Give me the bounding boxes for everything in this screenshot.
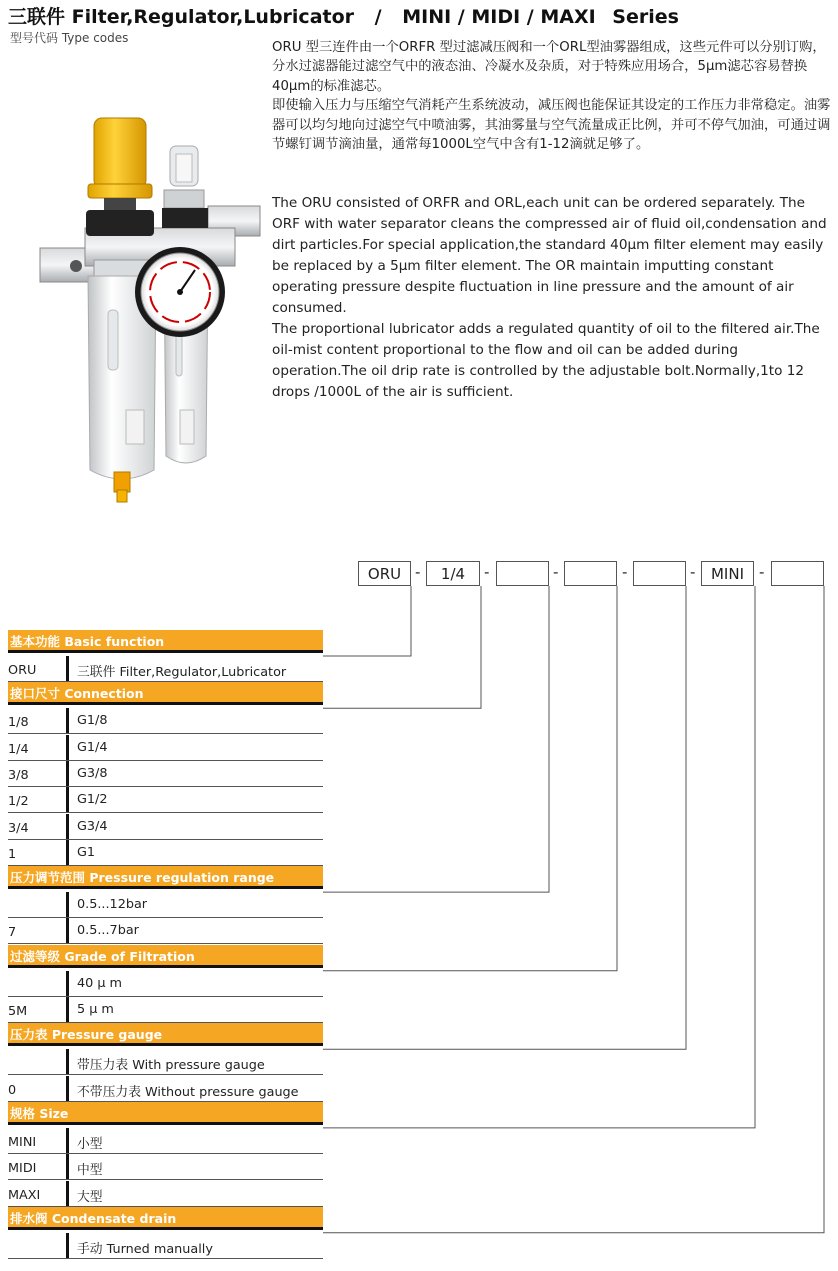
page-subtitle: 型号代码 Type codes <box>10 31 129 45</box>
option-description: G1 <box>77 844 96 860</box>
description-cn-paragraph: 即使输入压力与压缩空气消耗产生系统波动，减压阀也能保证其设定的工作压力非常稳定。油雾器可以均匀地向过滤空气中喷油雾，其油雾量与空气流量成正比例，并可不停气加油，可通过调节螺钉调节滴油量，通常每1000L空气中含有1-12滴就足够了。 <box>272 98 831 153</box>
option-description: 5 μ m <box>77 1002 114 1017</box>
option-row <box>8 656 323 682</box>
row-divider <box>66 1154 69 1180</box>
option-row <box>8 735 323 761</box>
option-description: G1/8 <box>77 713 108 729</box>
section-header: 基本功能 Basic function <box>8 630 323 653</box>
option-description: 手动 Turned manually <box>77 1241 213 1257</box>
page-title <box>8 2 679 29</box>
section-header: 压力表 Pressure gauge <box>8 1023 323 1046</box>
option-description: 0.5...12bar <box>77 897 148 913</box>
option-description: G3/8 <box>77 765 108 781</box>
row-divider <box>66 761 69 787</box>
row-divider <box>66 1181 69 1207</box>
option-description: 不带压力表 Without pressure gauge <box>77 1084 299 1100</box>
connector-line <box>323 586 411 656</box>
option-row <box>8 1128 323 1154</box>
option-row <box>8 918 323 944</box>
option-row <box>8 971 323 997</box>
row-divider <box>66 997 69 1023</box>
row-divider <box>66 814 69 840</box>
option-code: 3/4 <box>8 820 29 836</box>
option-code: 3/8 <box>8 767 29 783</box>
option-code: 5M <box>8 1004 28 1019</box>
option-code: 1/8 <box>8 715 29 731</box>
description-en-paragraph: The proportional lubricator adds a regulated quantity of oil to the filtered air.The oil-mist content proportional to the flow and oil can be added during operation.The oil drip rate is controlled by the adjustable bolt.Normally,1to 12 drops /1000L of the air is sufficient. <box>272 321 820 400</box>
option-row <box>8 708 323 734</box>
row-divider <box>66 1049 69 1075</box>
type-code-box: MINI <box>701 561 754 586</box>
option-row <box>8 892 323 918</box>
option-code: 1 <box>8 846 17 862</box>
type-code-box <box>496 561 549 586</box>
option-code: MIDI <box>8 1161 37 1177</box>
section-header: 过滤等级 Grade of Filtration <box>8 945 323 968</box>
option-code: MINI <box>8 1134 37 1150</box>
option-code: 7 <box>8 925 17 941</box>
option-row <box>8 1154 323 1180</box>
row-divider <box>66 1233 69 1259</box>
type-code-box <box>771 561 824 586</box>
type-code-separator: - <box>690 563 696 581</box>
product-image <box>30 110 270 530</box>
option-code: MAXI <box>8 1187 41 1203</box>
connector-line <box>323 586 481 708</box>
option-description: G1/2 <box>77 792 108 808</box>
row-divider <box>66 787 69 813</box>
description-cn-paragraph: ORU 型三连件由一个ORFR 型过滤减压阀和一个ORL型油雾器组成，这些元件可以分别订购，分水过滤器能过滤空气中的液态油、冷凝水及杂质，对于特殊应用场合，5μm滤芯容易替换40μm的标准滤芯。 <box>272 40 826 94</box>
connector-line <box>323 586 755 1128</box>
title-series-word: Series <box>612 6 679 28</box>
option-row <box>8 787 323 813</box>
option-row <box>8 1049 323 1075</box>
option-code: ORU <box>8 663 37 678</box>
option-description: 带压力表 With pressure gauge <box>77 1058 265 1074</box>
option-row <box>8 814 323 840</box>
type-code-separator: - <box>553 563 559 581</box>
section-header: 规格 Size <box>8 1102 323 1125</box>
option-row <box>8 761 323 787</box>
option-description: 中型 <box>77 1163 103 1179</box>
type-code-box: ORU <box>358 561 411 586</box>
connector-line <box>323 586 824 1233</box>
option-description: 小型 <box>77 1136 103 1152</box>
row-divider <box>66 708 69 734</box>
option-row <box>8 1233 323 1259</box>
connector-line <box>323 586 686 1049</box>
type-code-separator: - <box>622 563 628 581</box>
row-divider <box>66 971 69 997</box>
type-code-box <box>633 561 686 586</box>
title-series-models: MINI / MIDI / MAXI <box>402 6 596 28</box>
type-code-box <box>564 561 617 586</box>
type-code-separator: - <box>759 563 765 581</box>
title-separator: / <box>374 6 382 28</box>
row-divider <box>66 892 69 918</box>
title-cn: 三联件 <box>8 6 66 28</box>
option-row <box>8 997 323 1023</box>
option-description: 三联件 Filter,Regulator,Lubricator <box>77 665 287 680</box>
section-header: 压力调节范围 Pressure regulation range <box>8 866 323 889</box>
option-description: G1/4 <box>77 739 108 755</box>
row-divider <box>66 1128 69 1154</box>
option-row <box>8 1181 323 1207</box>
option-row <box>8 840 323 866</box>
option-description: 0.5...7bar <box>77 923 139 939</box>
description-en-paragraph: The ORU consisted of ORFR and ORL,each unit can be ordered separately. The ORF with water separator cleans the compressed air of fluid oil,condensation and dirt particles.For special application,the standard 40μm filter element may easily be replaced by a 5μm filter element. The OR maintain imputting constant operating pressure despite fluctuation in line pressure and the amount of air consumed. <box>272 195 827 316</box>
option-code: 1/2 <box>8 794 29 810</box>
section-header: 接口尺寸 Connection <box>8 682 323 705</box>
option-row <box>8 1076 323 1102</box>
option-description: G3/4 <box>77 818 108 834</box>
description-en <box>272 193 834 403</box>
option-description: 40 μ m <box>77 975 123 991</box>
row-divider <box>66 840 69 866</box>
type-code-box: 1/4 <box>426 561 480 586</box>
option-code: 0 <box>8 1082 17 1098</box>
title-en: Filter,Regulator,Lubricator <box>71 6 355 28</box>
connector-line <box>323 586 617 971</box>
option-description: 大型 <box>77 1189 103 1205</box>
option-code: 1/4 <box>8 741 29 757</box>
type-code-separator: - <box>484 563 490 581</box>
row-divider <box>66 1076 69 1102</box>
row-divider <box>66 656 69 682</box>
connector-line <box>323 586 549 892</box>
row-divider <box>66 735 69 761</box>
section-header: 排水阀 Condensate drain <box>8 1207 323 1230</box>
type-code-separator: - <box>415 563 421 581</box>
row-underline <box>8 1258 323 1259</box>
description-cn <box>272 38 832 154</box>
row-divider <box>66 918 69 944</box>
